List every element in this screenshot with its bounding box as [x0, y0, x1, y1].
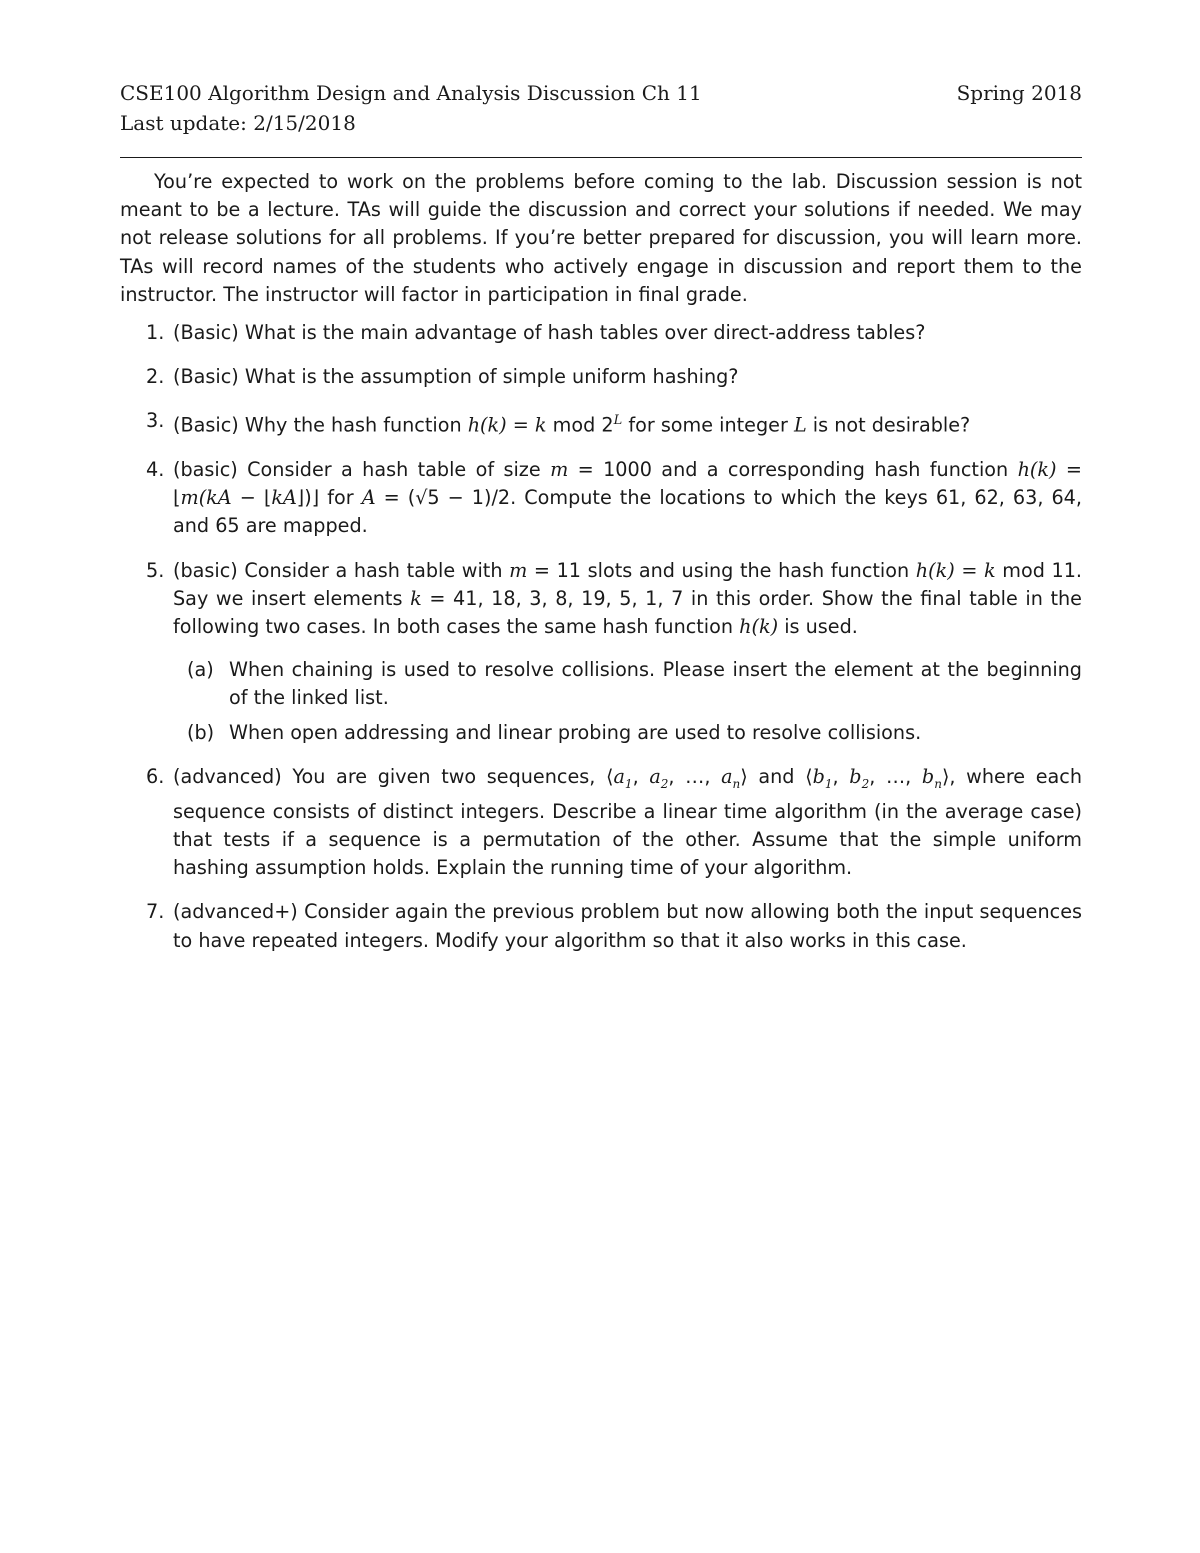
problem-text-part: − ⌊ — [231, 486, 272, 510]
math-variable: A — [361, 486, 376, 510]
header-divider — [120, 157, 1082, 158]
problem-text-part: (basic) Consider a hash table of size — [173, 458, 551, 482]
problem-text: (advanced+) Consider again the previous problem but now allowing both the input sequences to have repeated integers. Modify your algorithm so that it also works in this case. — [173, 900, 1082, 952]
document-page — [120, 78, 1082, 971]
problem-text-part: = 1000 and a corresponding hash function — [568, 458, 1018, 482]
problem-5 — [120, 557, 1082, 747]
math-variable: L — [793, 413, 807, 437]
math-expression: h(k) — [1017, 458, 1057, 482]
problem-text: (Basic) What is the assumption of simple uniform hashing? — [173, 365, 739, 389]
problem-text-part: (advanced) You are given two sequences, ⟨ — [173, 764, 614, 788]
seq-b-term: b — [812, 764, 825, 788]
problem-number: 1. — [146, 321, 165, 345]
seq-a-subscript: 2 — [660, 776, 669, 791]
problem-text-part: ⟩, where each sequence consists of distinct integers. Describe a linear time algorithm (in the average case) that tests if a sequence is a permutation of the other. Assume that the simple uniform hashing assumption holds. Explain the running time of your algorithm. — [173, 764, 1082, 880]
problem-text-part: = 11 slots and using the hash function — [527, 558, 916, 582]
problem-text-part: ⟩ and ⟨ — [740, 764, 813, 788]
problem-text-part: for some integer — [622, 413, 794, 437]
seq-b-subscript: 1 — [824, 776, 833, 791]
problem-text-part: = ⌊ — [173, 458, 1082, 510]
problem-text-part: is used. — [778, 615, 858, 639]
problem-number: 5. — [146, 558, 165, 582]
subpart-label: (a) — [187, 658, 214, 682]
seq-b-term: b — [921, 764, 935, 788]
seq-b-subscript: 2 — [861, 776, 870, 791]
problem-text: (Basic) What is the main advantage of hash tables over direct-address tables? — [173, 321, 926, 345]
problem-7 — [120, 898, 1082, 954]
problem-text-part: = (√5 − 1)/2. Compute the locations to which the keys 61, 62, 63, 64, and 65 are mapped. — [173, 486, 1082, 538]
seq-b-term: b — [849, 764, 862, 788]
math-variable: m — [509, 558, 528, 582]
problem-text-part: mod 11. Say we insert elements — [173, 558, 1083, 610]
problem-4 — [120, 456, 1082, 541]
problem-number: 7. — [146, 900, 165, 924]
seq-a-subscript: n — [732, 776, 741, 791]
problem-1 — [120, 319, 1082, 347]
math-variable: k — [410, 586, 422, 610]
problem-text-part: = 41, 18, 3, 8, 19, 5, 1, 7 in this order. Show the final table in the following two cases. In both cases the same hash function — [173, 586, 1082, 639]
document-body — [120, 168, 1082, 955]
problem-text-part: mod 2 — [546, 413, 614, 437]
problem-number: 6. — [146, 764, 165, 788]
seq-a-term: a — [649, 764, 661, 788]
math-expression: h(k) = k — [467, 413, 547, 437]
term: Spring 2018 — [956, 81, 1082, 105]
math-superscript: L — [613, 413, 623, 429]
last-update: Last update: 2/15/2018 — [120, 111, 356, 135]
math-expression: h(k) — [739, 615, 779, 639]
problem-list — [120, 319, 1082, 955]
problem-text-part: ⌋)⌋ for — [296, 486, 362, 510]
math-variable: m — [550, 458, 569, 482]
subpart-text: When open addressing and linear probing are used to resolve collisions. — [229, 720, 922, 744]
seq-a-term: a — [613, 764, 625, 788]
subpart-b — [173, 719, 1082, 747]
math-expression: m(kA — [180, 486, 232, 510]
intro-paragraph: You’re expected to work on the problems before coming to the lab. Discussion session is not meant to be a lecture. TAs will guide the discussion and correct your solutions if needed. We may not release solutions for all problems. If you’re better prepared for discussion, you will learn more. TAs will record names of the students who actively engage in discussion and report them to the instructor. The instructor will factor in participation in final grade. — [120, 170, 1082, 306]
header-row — [120, 78, 1082, 108]
seq-a-subscript: 1 — [624, 776, 633, 791]
subpart-label: (b) — [187, 720, 215, 744]
seq-a-term: a — [721, 764, 733, 788]
seq-b-subscript: n — [934, 776, 942, 791]
problem-6: 6. (advanced) You are given two sequences, $⟨a_1$, $a_2$, …, $a_n⟩$ and $⟨b_1$, $b_2$, …, $b_n⟩$, where each sequence consists of distinct integers. Describe a linear time algorithm (in the average case) that tests if a sequence is a permutation of the other. Assume that the simple uniform hashing assumption holds. Explain the running time of your algorithm. — [146, 764, 1082, 880]
problem-number: 2. — [146, 365, 165, 389]
problem-number: 3. — [146, 409, 165, 433]
subpart-text: When chaining is used to resolve collisions. Please insert the element at the beginning of the linked list. — [229, 658, 1082, 710]
problem-2 — [120, 363, 1082, 391]
subpart-list — [173, 656, 1082, 747]
math-expression: h(k) = k — [915, 558, 996, 582]
problem-text-part: is not desirable? — [806, 413, 971, 437]
problem-text-part: (basic) Consider a hash table with — [173, 558, 510, 582]
problem-3 — [120, 407, 1082, 440]
subpart-a — [173, 656, 1082, 712]
course-title: CSE100 Algorithm Design and Analysis Discussion Ch 11 — [120, 81, 702, 105]
problem-number: 4. — [146, 458, 165, 482]
problem-text-part: (Basic) Why the hash function — [173, 413, 468, 437]
math-expression: kA — [271, 486, 297, 510]
